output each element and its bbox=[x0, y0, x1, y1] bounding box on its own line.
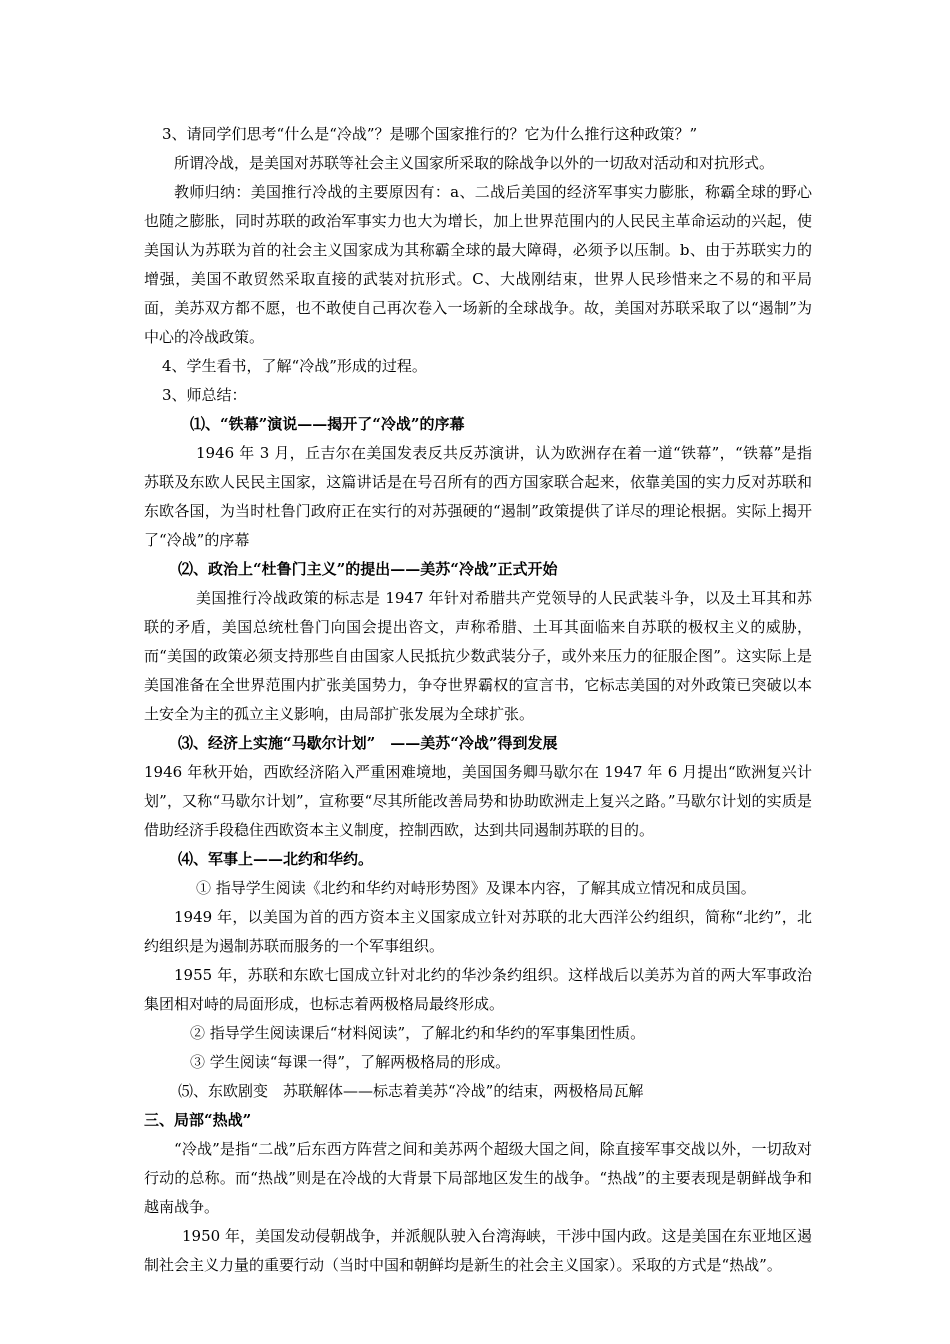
marshall-plan-paragraph: 1946 年秋开始，西欧经济陷入严重困难境地，美国国务卿马歇尔在 1947 年 6 月提出“欧洲复兴计划”，又称“马歇尔计划”，宣称要“尽其所能改善局势和协助欧洲走上复兴之路。”马歇尔计划的实质是借助经济手段稳住西欧资本主义制度，控制西欧，达到共同遏制苏联的目的。 bbox=[144, 763, 812, 839]
heading-soviet-collapse: ⑸、东欧剧变 苏联解体——标志着美苏“冷战”的结束，两极格局瓦解 bbox=[178, 1082, 644, 1100]
lesson-gain-instruction: ③ 学生阅读“每课一得”，了解两极格局的形成。 bbox=[190, 1053, 511, 1071]
iron-curtain-paragraph: 1946 年 3 月，丘吉尔在美国发表反共反苏演讲，认为欧洲存在着一道“铁幕”，“铁幕”是指苏联及东欧人民民主国家，这篇讲话是在号召所有的西方国家联合起来，依靠美国的实力反对苏联和东欧各国，为当时杜鲁门政府正在实行的对苏强硬的“遏制”政策提供了详尽的理论根据。实际上揭开了“冷战”的序幕 bbox=[144, 444, 812, 549]
hot-war-definition: “冷战”是指“二战”后东西方阵营之间和美苏两个超级大国之间，除直接军事交战以外，一切敌对行动的总称。而“热战”则是在冷战的大背景下局部地区发生的战争。“热战”的主要表现是朝鲜战争和越南战争。 bbox=[144, 1140, 812, 1216]
heading-iron-curtain: ⑴、“铁幕”演说——揭开了“冷战”的序幕 bbox=[190, 415, 465, 433]
section-heading-hot-war: 三、局部“热战” bbox=[144, 1111, 252, 1129]
cold-war-definition: 所谓冷战，是美国对苏联等社会主义国家所采取的除战争以外的一切敌对活动和对抗形式。 bbox=[174, 154, 775, 172]
nato-map-instruction: ① 指导学生阅读《北约和华约对峙形势图》及课本内容，了解其成立情况和成员国。 bbox=[196, 879, 756, 897]
heading-nato-warsaw: ⑷、军事上——北约和华约。 bbox=[178, 850, 374, 868]
document-page bbox=[144, 120, 812, 1280]
material-reading-instruction: ② 指导学生阅读课后“材料阅读”，了解北约和华约的军事集团性质。 bbox=[190, 1024, 646, 1042]
question-paragraph: 3、请同学们思考“什么是“冷战”？是哪个国家推行的？它为什么推行这种政策？” bbox=[162, 125, 698, 143]
teacher-conclusion-label: 3、师总结： bbox=[162, 386, 247, 404]
teacher-summary-paragraph: 教师归纳：美国推行冷战的主要原因有：a、二战后美国的经济军事实力膨胀，称霸全球的野心也随之膨胀，同时苏联的政治军事实力也大为增长，加上世界范围内的人民民主革命运动的兴起，使美国认为苏联为首的社会主义国家成为其称霸全球的最大障碍，必须予以压制。b、由于苏联实力的增强，美国不敢贸然采取直接的武装对抗形式。C、大战刚结束，世界人民珍惜来之不易的和平局面，美苏双方都不愿，也不敢使自己再次卷入一场新的全球战争。故，美国对苏联采取了以“遏制”为中心的冷战政策。 bbox=[144, 183, 812, 346]
heading-truman-doctrine: ⑵、政治上“杜鲁门主义”的提出——美苏“冷战”正式开始 bbox=[178, 560, 558, 578]
nato-paragraph: 1949 年，以美国为首的西方资本主义国家成立针对苏联的北大西洋公约组织，简称“北约”，北约组织是为遏制苏联而服务的一个军事组织。 bbox=[144, 908, 812, 955]
student-reading-step: 4、学生看书，了解“冷战”形成的过程。 bbox=[162, 357, 427, 375]
korean-war-paragraph: 1950 年，美国发动侵朝战争，并派舰队驶入台湾海峡，干涉中国内政。这是美国在东亚地区遏制社会主义力量的重要行动（当时中国和朝鲜均是新生的社会主义国家）。采取的方式是“热战”。 bbox=[144, 1227, 812, 1274]
truman-doctrine-paragraph: 美国推行冷战政策的标志是 1947 年针对希腊共产党领导的人民武装斗争，以及土耳其和苏联的矛盾，美国总统杜鲁门向国会提出咨文，声称希腊、土耳其面临来自苏联的极权主义的威胁，而“美国的政策必须支持那些自由国家人民抵抗少数武装分子，或外来压力的征服企图”。这实际上是美国准备在全世界范围内扩张美国势力，争夺世界霸权的宣言书，它标志美国的对外政策已突破以本土安全为主的孤立主义影响，由局部扩张发展为全球扩张。 bbox=[144, 589, 812, 723]
warsaw-pact-paragraph: 1955 年，苏联和东欧七国成立针对北约的华沙条约组织。这样战后以美苏为首的两大军事政治集团相对峙的局面形成，也标志着两极格局最终形成。 bbox=[144, 966, 812, 1013]
heading-marshall-plan: ⑶、经济上实施“马歇尔计划” ——美苏“冷战”得到发展 bbox=[178, 734, 558, 752]
